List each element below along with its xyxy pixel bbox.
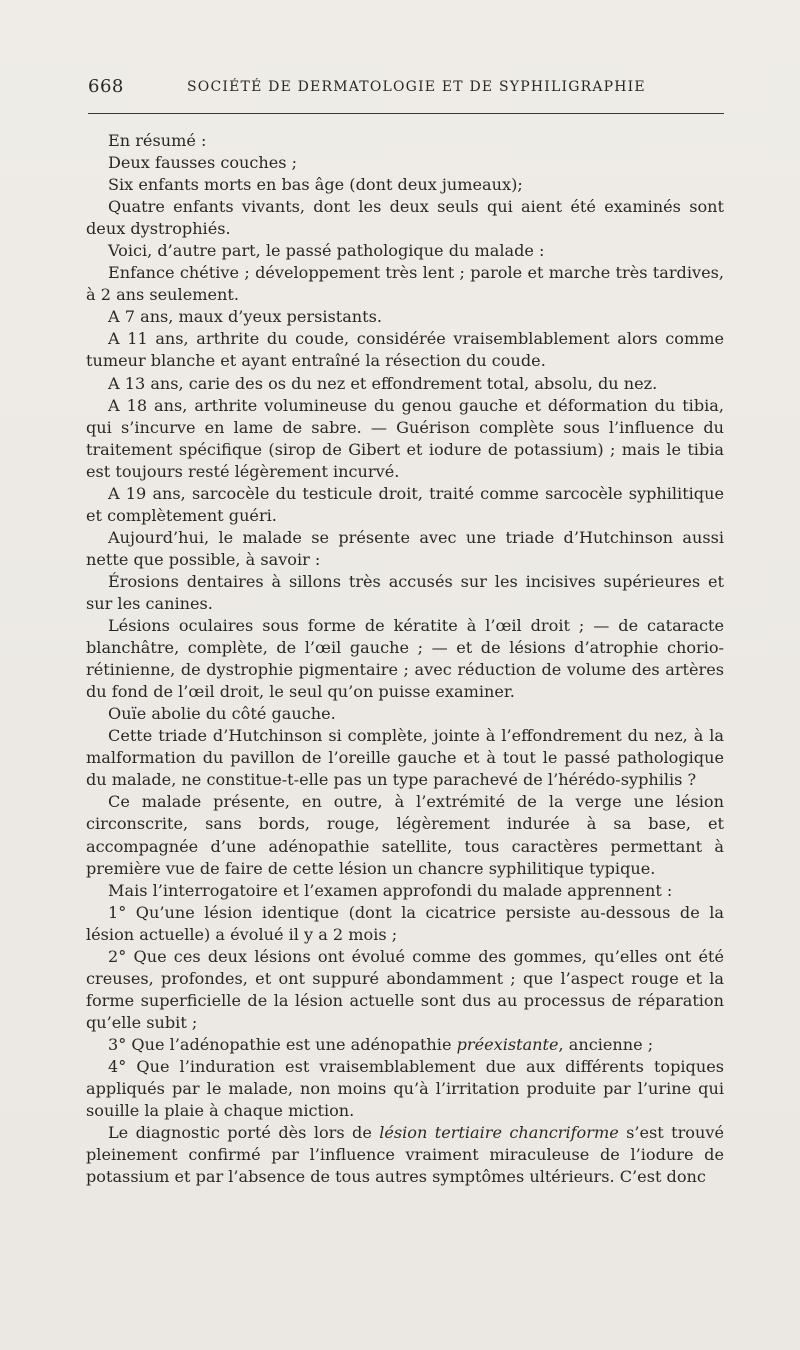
diagnostic-italic: lésion tertiaire chancriforme [379,1123,619,1143]
running-title: SOCIÉTÉ DE DERMATOLOGIE ET DE SYPHILIGRAPHIE [187,79,646,95]
paragraph-point-2: 2° Que ces deux lésions ont évolué comme des gommes, qu’elles ont été creuses, profondes, et ont suppuré abondamment ; que l’aspect rouge et la forme superficielle de la lésion actuelle sont dus au processus de réparation qu’elle subit ; [86,946,724,1032]
paragraph-age-13: A 13 ans, carie des os du nez et effondrement total, absolu, du nez. [108,373,658,393]
paragraph-age-11: A 11 ans, arthrite du coude, considérée vraisemblablement alors comme tumeur blanche et ayant entraîné la résection du coude. [86,329,724,371]
diagnostic-text-before: Le diagnostic porté dès lors de [108,1123,380,1143]
paragraph-enfants-vivants: Quatre enfants vivants, dont les deux seuls qui aient été examinés sont deux dystrophiés. [86,197,724,239]
paragraph-triade: Cette triade d’Hutchinson si complète, jointe à l’effondrement du nez, à la malformation du pavillon de l’oreille gauche et à tout le passé pathologique du malade, ne constitue-t-elle pas un type parachevé de l’hérédo-syphilis ? [86,726,724,790]
paragraph-fausses-couches: Deux fausses couches ; [108,153,298,173]
paragraph-enfance: Enfance chétive ; développement très lent ; parole et marche très tardives, à 2 ans seulement. [86,263,724,305]
paragraph-diagnostic [86,1122,724,1188]
header-rule [88,113,724,114]
point-3-text-after: , ancienne ; [558,1034,654,1054]
body-text [86,130,724,1188]
paragraph-interrogatoire: Mais l’interrogatoire et l’examen approfondi du malade apprennent : [108,880,673,900]
paragraph-age-19: A 19 ans, sarcocèle du testicule droit, traité comme sarcocèle syphilitique et complètement guéri. [86,483,724,525]
paragraph-age-18: A 18 ans, arthrite volumineuse du genou gauche et déformation du tibia, qui s’incurve en lame de sabre. — Guérison complète sous l’influence du traitement spécifique (sirop de Gibert et iodure de potassium) ; mais le tibia est toujours resté légèrement incurvé. [86,395,724,481]
point-3-italic: préexistante [456,1034,559,1054]
paragraph-enfants-morts: Six enfants morts en bas âge (dont deux jumeaux); [108,175,523,195]
page-number: 668 [88,76,124,97]
paragraph-en-resume: En résumé : [108,131,207,150]
paragraph-lesions-oculaires: Lésions oculaires sous forme de kératite à l’œil droit ; — de cataracte blanchâtre, complète, de l’œil gauche ; — et de lésions d’atrophie chorio-rétinienne, de dystrophie pigmentaire ; avec réduction de volume des artères du fond de l’œil droit, le seul qu’on puisse examiner. [86,616,724,702]
paragraph-point-3 [86,1034,724,1056]
point-3-text-before: 3° Que l’adénopathie est une adénopathie [108,1034,457,1054]
paragraph-lesion-verge: Ce malade présente, en outre, à l’extrémité de la verge une lésion circonscrite, sans bords, rouge, légèrement indurée à sa base, et accompagnée d’une adénopathie satellite, tous caractères permettant à première vue de faire de cette lésion un chancre syphilitique typique. [86,792,724,878]
paragraph-passe-pathologique: Voici, d’autre part, le passé pathologique du malade : [108,241,545,261]
diagnostic-text-after: s’est trouvé pleinement confirmé par l’influence vraiment miraculeuse de l’iodure de potassium et par l’absence de tous autres symptômes ultérieurs. C’est donc [86,1123,724,1187]
paragraph-point-4: 4° Que l’induration est vraisemblablement due aux différents topiques appliqués par le malade, non moins qu’à l’irritation produite par l’urine qui souille la plaie à chaque miction. [86,1056,724,1121]
paragraph-point-1: 1° Qu’une lésion identique (dont la cicatrice persiste au-dessous de la lésion actuelle) a évolué il y a 2 mois ; [86,902,724,944]
paragraph-age-7: A 7 ans, maux d’yeux persistants. [108,307,383,327]
paragraph-erosions: Érosions dentaires à sillons très accusés sur les incisives supérieures et sur les canines. [86,571,724,613]
page-header [88,76,728,102]
paragraph-aujourdhui: Aujourd’hui, le malade se présente avec une triade d’Hutchinson aussi nette que possible, à savoir : [86,527,724,569]
paragraph-ouie: Ouïe abolie du côté gauche. [108,704,336,724]
